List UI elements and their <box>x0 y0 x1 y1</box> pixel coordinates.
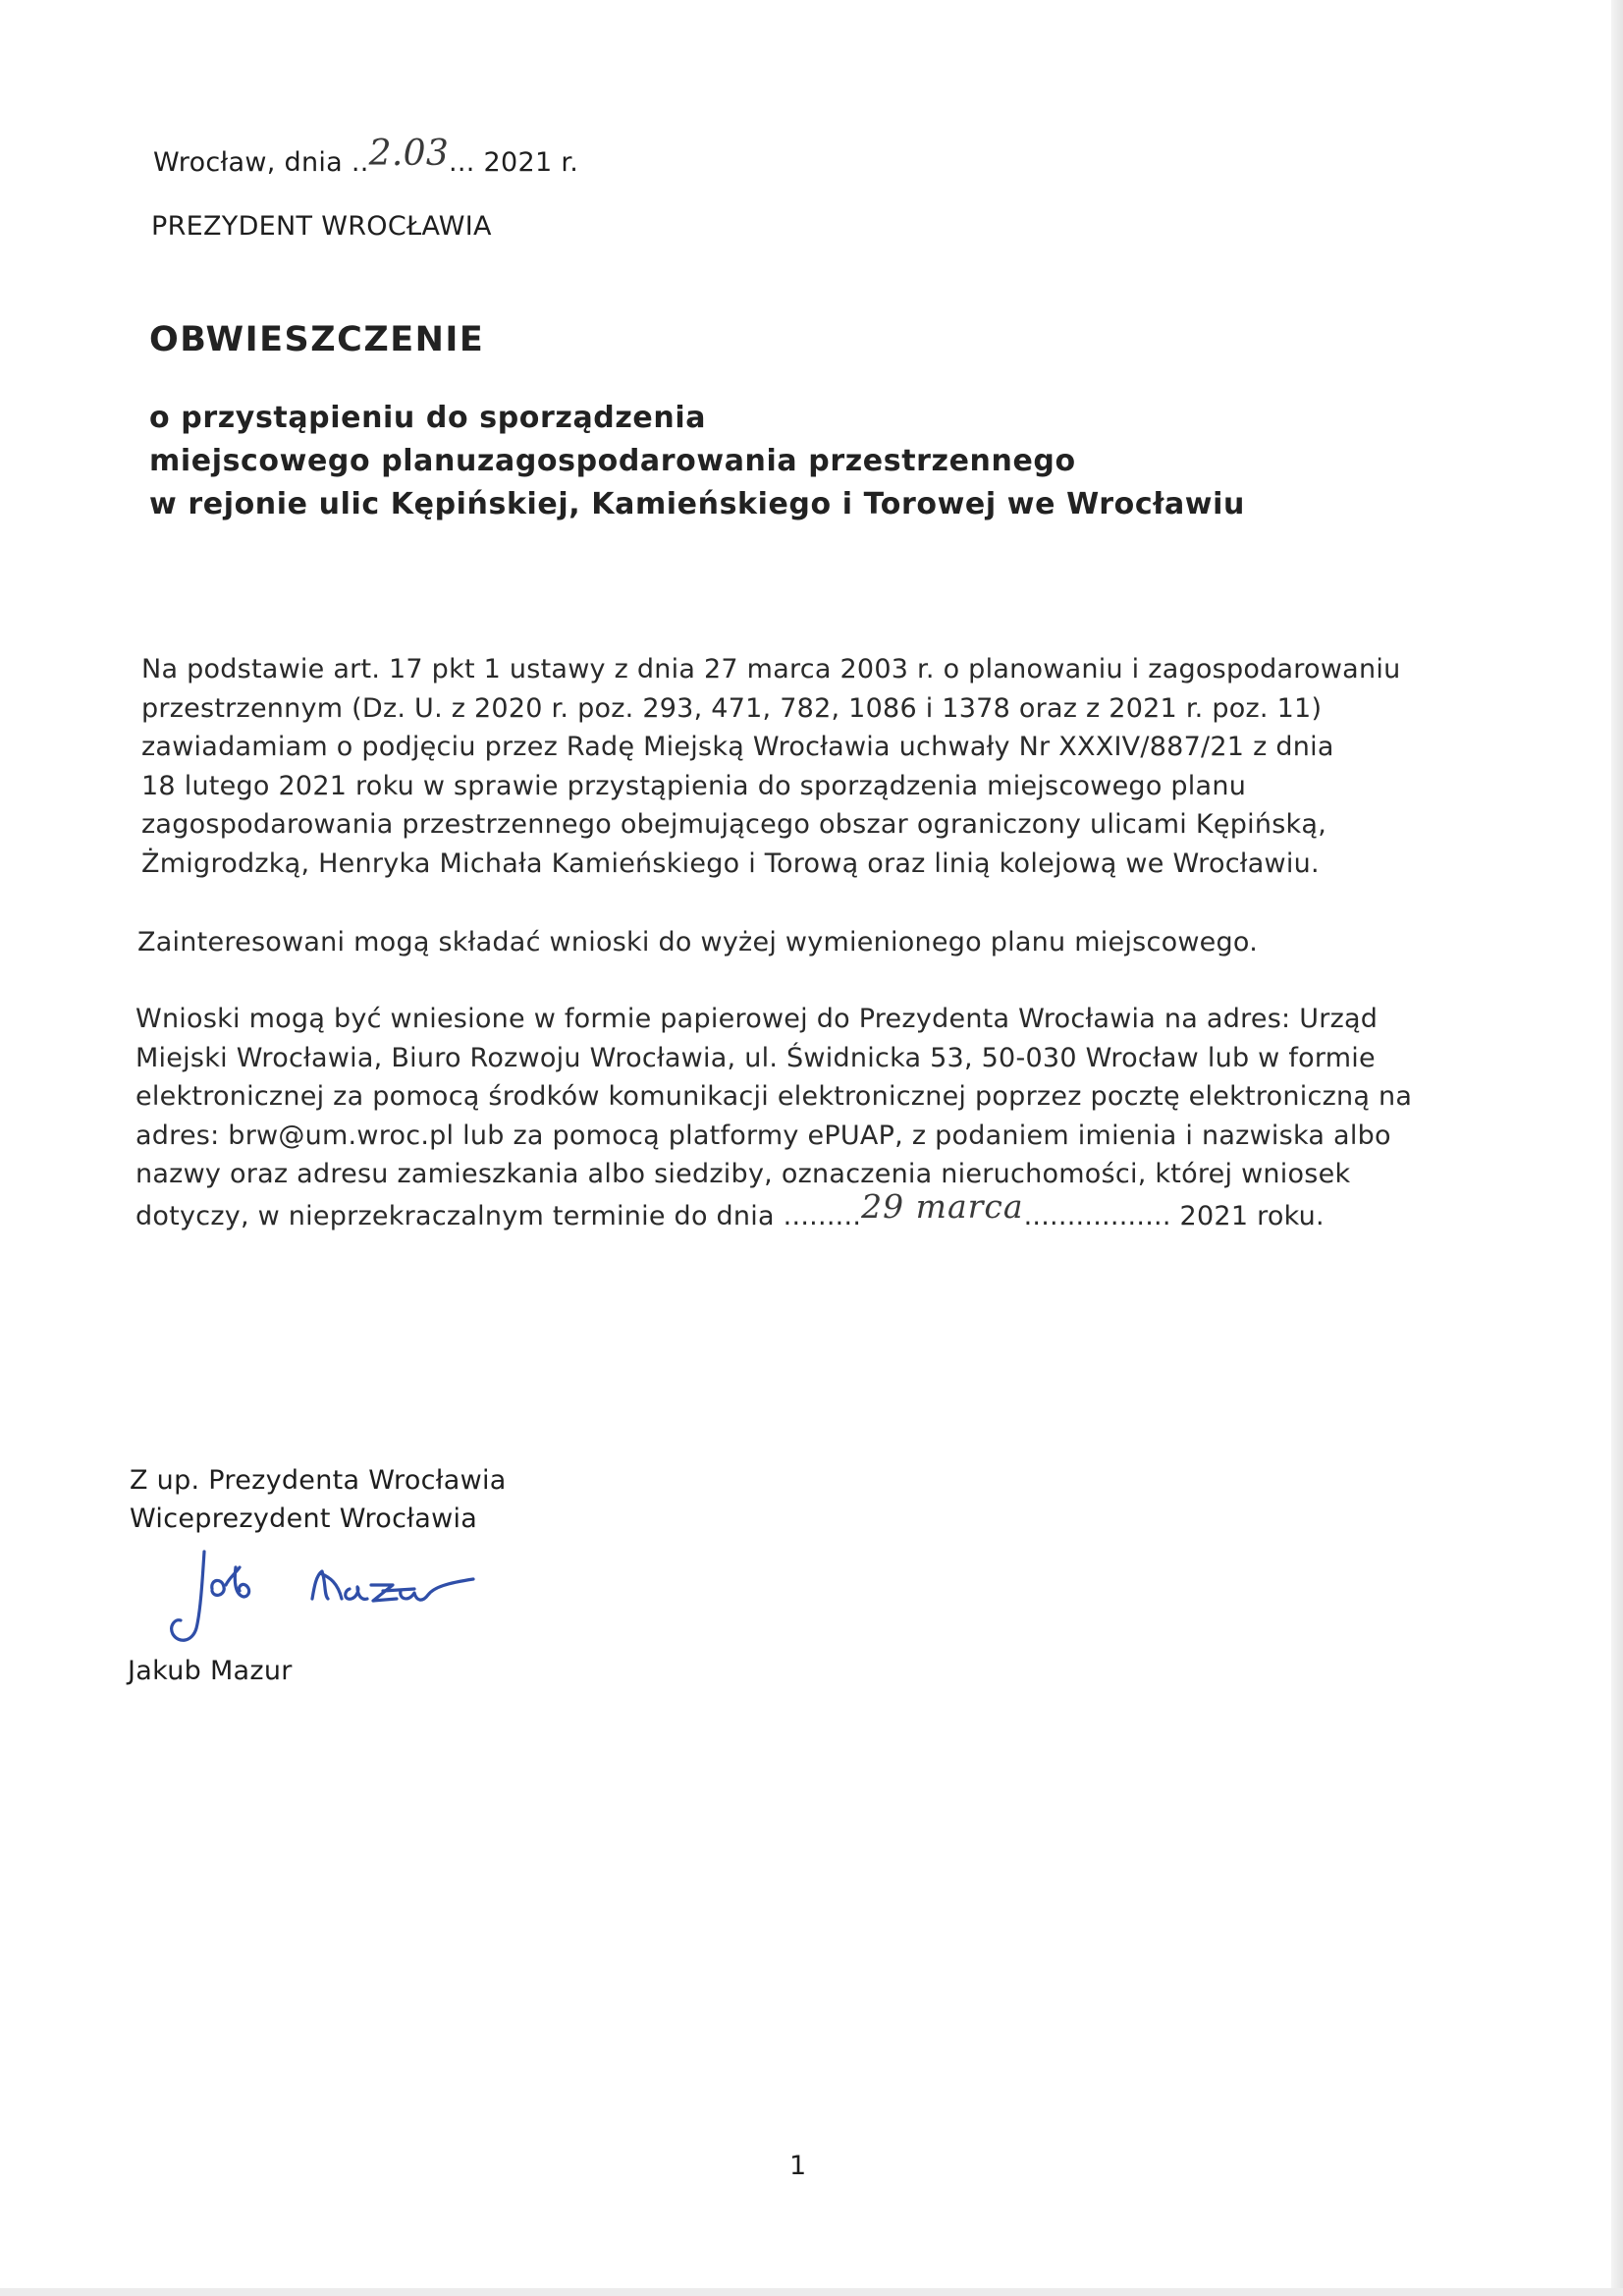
paragraph-line: zawiadamiam o podjęciu przez Radę Miejską Wrocławia uchwały Nr XXXIV/887/21 z dnia <box>141 732 1334 762</box>
deadline-line <box>135 1186 1412 1236</box>
handwritten-signature <box>157 1544 511 1662</box>
scan-edge-shadow <box>1611 0 1623 2296</box>
paragraph-line: elektronicznej za pomocą środków komunikacji elektronicznej poprzez pocztę elektroniczną na <box>135 1081 1413 1112</box>
paragraph-submission <box>135 1000 1412 1235</box>
subtitle-line: o przystąpieniu do sporządzenia <box>149 401 707 435</box>
paragraph-legal-basis <box>141 650 1400 883</box>
deadline-suffix: ................. 2021 roku. <box>1023 1200 1325 1231</box>
paragraph-line: Wnioski mogą być wniesione w formie papierowej do Prezydenta Wrocławia na adres: Urząd <box>135 1004 1379 1034</box>
document-title: OBWIESZCZENIE <box>149 320 485 359</box>
deadline-handwritten: 29 marca <box>861 1186 1024 1226</box>
signature-authority-line: Z up. Prezydenta Wrocławia <box>130 1465 507 1496</box>
paragraph-line: Miejski Wrocławia, Biuro Rozwoju Wrocławia, ul. Świdnicka 53, 50-030 Wrocław lub w formie <box>135 1042 1376 1073</box>
signer-name: Jakub Mazur <box>128 1656 293 1686</box>
signature-title-line: Wiceprezydent Wrocławia <box>130 1503 478 1534</box>
date-handwritten: 2.03 <box>368 134 450 174</box>
paragraph-line: zagospodarowania przestrzennego obejmującego obszar ograniczony ulicami Kępińską, <box>141 809 1327 840</box>
document-subtitle <box>149 397 1245 526</box>
subtitle-line: miejscowego planuzagospodarowania przestrzennego <box>149 444 1076 478</box>
issuer: PREZYDENT WROCŁAWIA <box>151 211 492 242</box>
paragraph-line: Żmigrodzką, Henryka Michała Kamieńskiego i Torową oraz linią kolejową we Wrocławiu. <box>141 847 1320 879</box>
paragraph-line: nazwy oraz adresu zamieszkania albo siedziby, oznaczenia nieruchomości, której wniosek <box>135 1159 1351 1189</box>
subtitle-line: w rejonie ulic Kępińskiej, Kamieńskiego i Torowej we Wrocławiu <box>149 487 1245 521</box>
deadline-prefix: dotyczy, w nieprzekraczalnym terminie do dnia ......... <box>135 1200 862 1231</box>
paragraph-line: Na podstawie art. 17 pkt 1 ustawy z dnia 27 marca 2003 r. o planowaniu i zagospodarowaniu <box>141 654 1401 684</box>
paragraph-line: 18 lutego 2021 roku w sprawie przystąpienia do sporządzenia miejscowego planu <box>141 770 1247 801</box>
date-line <box>153 134 579 180</box>
paragraph-line: adres: brw@um.wroc.pl lub za pomocą platformy ePUAP, z podaniem imienia i nazwiska albo <box>135 1120 1391 1151</box>
scan-bottom-edge <box>0 2288 1623 2296</box>
date-prefix: Wrocław, dnia .. <box>153 147 369 178</box>
paragraph-interested: Zainteresowani mogą składać wnioski do wyżej wymienionego planu miejscowego. <box>137 927 1259 957</box>
signature-block <box>130 1461 507 1538</box>
date-suffix: ... 2021 r. <box>449 147 579 178</box>
paragraph-line: przestrzennym (Dz. U. z 2020 r. poz. 293, 471, 782, 1086 i 1378 oraz z 2021 r. poz. 11) <box>141 692 1323 724</box>
page-number: 1 <box>789 2151 807 2181</box>
